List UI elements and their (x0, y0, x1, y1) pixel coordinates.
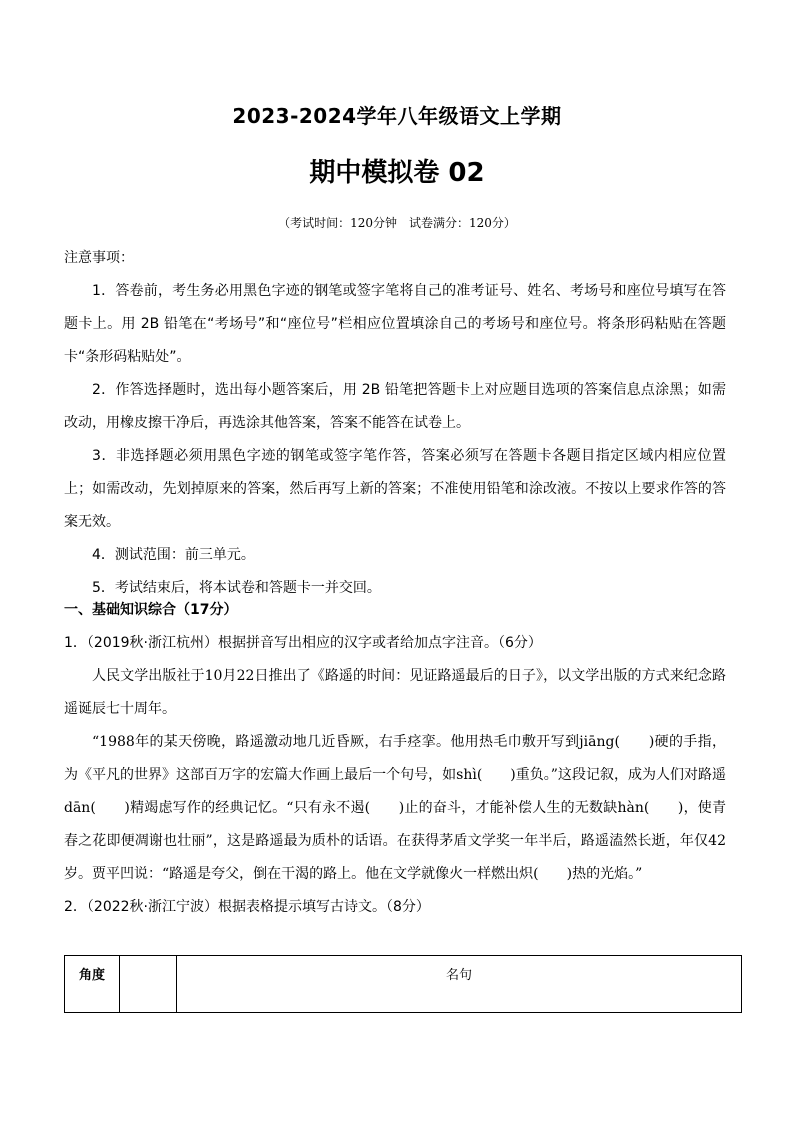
exam-info: （考试时间：120分钟 试卷满分：120分） (278, 216, 516, 230)
notice-item-1: 1．答卷前，考生务必用黑色字迹的钢笔或签字笔将自己的准考证号、姓名、考场号和座位号填写在答题卡上。用 2B 铅笔在“考场号”和“座位号”栏相应位置填涂自己的考场号和座位号。将条形码粘贴在答题卡“条形码粘贴处”。 (64, 283, 726, 365)
question-1-stem: 1．（2019秋·浙江杭州）根据拼音写出相应的汉字或者给加点字注音。（6分） (64, 635, 542, 651)
table-header-row (65, 956, 742, 1013)
notice-item-4: 4．测试范围：前三单元。 (92, 547, 255, 563)
notice-section (64, 242, 726, 605)
section-heading: 一、基础知识综合（17分） (64, 602, 238, 618)
table-header-quote: 名句 (177, 956, 742, 1013)
page-title: 2023-2024学年八年级语文上学期 (232, 104, 562, 128)
passage-paragraph-1: 人民文学出版社于10月22日推出了《路遥的时间：见证路遥最后的日子》，以文学出版的方式来纪念路遥诞辰七十周年。 (64, 668, 726, 717)
table-header-blank (120, 956, 177, 1013)
notice-item-5: 5．考试结束后，将本试卷和答题卡一并交回。 (92, 580, 381, 596)
section-1 (64, 594, 726, 924)
passage-paragraph-2: “1988年的某天傍晚，路遥激动地几近昏厥，右手痉挛。他用热毛巾敷开写到jiāng( )硬的手指，为《平凡的世界》这部百万字的宏篇大作画上最后一个句号，如shì( )重负。”这段记叙，成为人们对路遥dān( )精竭虑写作的经典记忆。“只有永不遏( )止的奋斗，才能补偿人生的无数缺hàn( )，使青春之花即便凋谢也壮丽”，这是路遥最为质朴的话语。在获得茅盾文学奖一年半后，路遥溘然长逝，年仅42岁。贾平凹说：“路遥是夸父，倒在干渴的路上。他在文学就像火一样燃出炽( )热的光焰。” (64, 734, 726, 882)
page-subtitle: 期中模拟卷 02 (309, 158, 485, 188)
notice-heading: 注意事项： (64, 250, 134, 266)
table-header-angle: 角度 (65, 956, 120, 1013)
question-2-stem: 2．（2022秋·浙江宁波）根据表格提示填写古诗文。（8分） (64, 899, 430, 915)
poetry-table (64, 955, 742, 1013)
notice-item-2: 2．作答选择题时，选出每小题答案后，用 2B 铅笔把答题卡上对应题目选项的答案信息点涂黑；如需改动，用橡皮擦干净后，再选涂其他答案，答案不能答在试卷上。 (64, 382, 726, 431)
notice-item-3: 3．非选择题必须用黑色字迹的钢笔或签字笔作答，答案必须写在答题卡各题目指定区域内相应位置上；如需改动，先划掉原来的答案，然后再写上新的答案；不准使用铅笔和涂改液。不按以上要求作答的答案无效。 (64, 448, 726, 530)
